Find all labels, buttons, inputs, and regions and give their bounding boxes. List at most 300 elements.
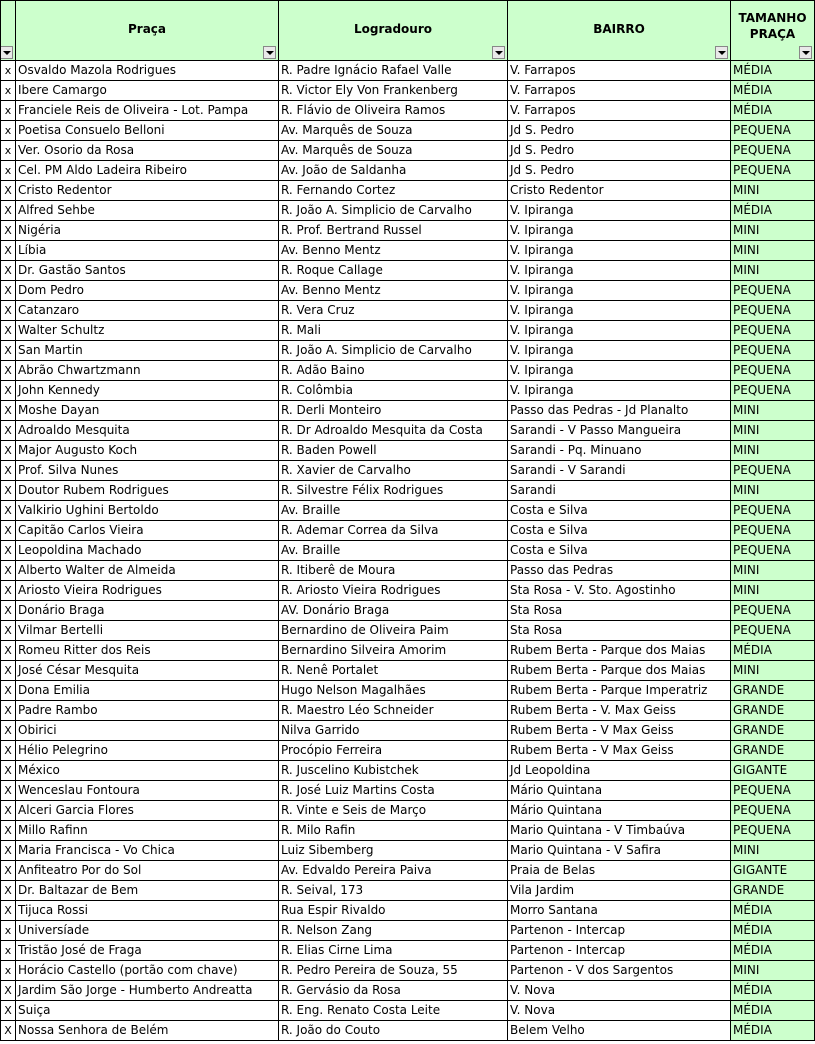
row-marker-cell[interactable]: X xyxy=(1,481,16,501)
table-row xyxy=(1,641,815,661)
praca-cell[interactable]: Osvaldo Mazola Rodrigues xyxy=(16,61,279,81)
praca-cell[interactable]: Vilmar Bertelli xyxy=(16,621,279,641)
table-row xyxy=(1,301,815,321)
praca-cell[interactable]: José César Mesquita xyxy=(16,661,279,681)
row-marker-cell[interactable]: X xyxy=(1,661,16,681)
tamanho-cell[interactable]: GRANDE xyxy=(731,881,815,901)
tamanho-cell[interactable]: MÉDIA xyxy=(731,641,815,661)
table-row xyxy=(1,441,815,461)
praca-cell[interactable]: Tristão José de Fraga xyxy=(16,941,279,961)
row-marker-cell[interactable]: X xyxy=(1,901,16,921)
tamanho-cell[interactable]: PEQUENA xyxy=(731,461,815,481)
tamanho-cell[interactable]: PEQUENA xyxy=(731,281,815,301)
row-marker-cell[interactable]: x xyxy=(1,101,16,121)
row-marker-cell[interactable]: x xyxy=(1,921,16,941)
filter-dropdown-bairro[interactable] xyxy=(715,46,728,59)
table-row xyxy=(1,721,815,741)
bairro-cell[interactable]: V. Nova xyxy=(508,981,731,1001)
tamanho-cell[interactable]: MÉDIA xyxy=(731,901,815,921)
table-row xyxy=(1,321,815,341)
bairro-cell[interactable]: Sta Rosa - V. Sto. Agostinho xyxy=(508,581,731,601)
bairro-cell[interactable]: Rubem Berta - V. Max Geiss xyxy=(508,701,731,721)
bairro-cell[interactable]: Mario Quintana - V Safira xyxy=(508,841,731,861)
tamanho-cell[interactable]: PEQUENA xyxy=(731,821,815,841)
logradouro-cell[interactable]: R. José Luiz Martins Costa xyxy=(279,781,508,801)
table-row xyxy=(1,541,815,561)
praca-cell[interactable]: Ibere Camargo xyxy=(16,81,279,101)
tamanho-cell[interactable]: GRANDE xyxy=(731,681,815,701)
table-row xyxy=(1,501,815,521)
tamanho-cell[interactable]: GIGANTE xyxy=(731,861,815,881)
logradouro-cell[interactable]: Av. Marquês de Souza xyxy=(279,141,508,161)
tamanho-cell[interactable]: PEQUENA xyxy=(731,781,815,801)
table-row xyxy=(1,881,815,901)
header-logradouro-label: Logradouro xyxy=(353,21,433,36)
tamanho-cell[interactable]: MÉDIA xyxy=(731,981,815,1001)
praca-cell[interactable]: Major Augusto Koch xyxy=(16,441,279,461)
tamanho-cell[interactable]: MINI xyxy=(731,581,815,601)
logradouro-cell[interactable]: R. Gervásio da Rosa xyxy=(279,981,508,1001)
bairro-cell[interactable]: Praia de Belas xyxy=(508,861,731,881)
tamanho-cell[interactable]: MINI xyxy=(731,401,815,421)
tamanho-cell[interactable]: GIGANTE xyxy=(731,761,815,781)
row-marker-cell[interactable]: X xyxy=(1,981,16,1001)
row-marker-cell[interactable]: X xyxy=(1,281,16,301)
logradouro-cell[interactable]: R. Mali xyxy=(279,321,508,341)
tamanho-cell[interactable]: PEQUENA xyxy=(731,601,815,621)
row-marker-cell[interactable]: X xyxy=(1,341,16,361)
table-row xyxy=(1,121,815,141)
tamanho-cell[interactable]: MINI xyxy=(731,181,815,201)
tamanho-cell[interactable]: PEQUENA xyxy=(731,161,815,181)
table-row xyxy=(1,161,815,181)
tamanho-cell[interactable]: MÉDIA xyxy=(731,201,815,221)
logradouro-cell[interactable]: R. Eng. Renato Costa Leite xyxy=(279,1001,508,1021)
tamanho-cell[interactable]: GRANDE xyxy=(731,741,815,761)
tamanho-cell[interactable]: PEQUENA xyxy=(731,321,815,341)
praca-cell[interactable]: Maria Francisca - Vo Chica xyxy=(16,841,279,861)
praca-cell[interactable]: Hélio Pelegrino xyxy=(16,741,279,761)
tamanho-cell[interactable]: PEQUENA xyxy=(731,121,815,141)
row-marker-cell[interactable]: X xyxy=(1,621,16,641)
bairro-cell[interactable]: Partenon - Intercap xyxy=(508,941,731,961)
row-marker-cell[interactable]: x xyxy=(1,961,16,981)
praca-cell[interactable]: México xyxy=(16,761,279,781)
bairro-cell[interactable]: Rubem Berta - V Max Geiss xyxy=(508,741,731,761)
logradouro-cell[interactable]: Av. Marquês de Souza xyxy=(279,121,508,141)
logradouro-cell[interactable]: R. Vera Cruz xyxy=(279,301,508,321)
praca-cell[interactable]: Jardim São Jorge - Humberto Andreatta xyxy=(16,981,279,1001)
tamanho-cell[interactable]: MÉDIA xyxy=(731,1021,815,1041)
table-row xyxy=(1,181,815,201)
bairro-cell[interactable]: V. Ipiranga xyxy=(508,241,731,261)
praca-cell[interactable]: Nossa Senhora de Belém xyxy=(16,1021,279,1041)
praca-cell[interactable]: Millo Rafinn xyxy=(16,821,279,841)
table-row xyxy=(1,701,815,721)
tamanho-cell[interactable]: PEQUENA xyxy=(731,141,815,161)
praca-cell[interactable]: Anfiteatro Por do Sol xyxy=(16,861,279,881)
tamanho-cell[interactable]: PEQUENA xyxy=(731,341,815,361)
bairro-cell[interactable]: Mário Quintana xyxy=(508,781,731,801)
row-marker-cell[interactable]: x xyxy=(1,141,16,161)
row-marker-cell[interactable]: X xyxy=(1,321,16,341)
bairro-cell[interactable]: Rubem Berta - V Max Geiss xyxy=(508,721,731,741)
table-row xyxy=(1,61,815,81)
row-marker-cell[interactable]: X xyxy=(1,381,16,401)
bairro-cell[interactable]: V. Nova xyxy=(508,1001,731,1021)
logradouro-cell[interactable]: Av. Braille xyxy=(279,541,508,561)
table-row xyxy=(1,401,815,421)
table-row xyxy=(1,741,815,761)
bairro-cell[interactable]: Morro Santana xyxy=(508,901,731,921)
table-row xyxy=(1,101,815,121)
logradouro-cell[interactable]: R. Pedro Pereira de Souza, 55 xyxy=(279,961,508,981)
logradouro-cell[interactable]: R. Victor Ely Von Frankenberg xyxy=(279,81,508,101)
row-marker-cell[interactable]: x xyxy=(1,161,16,181)
logradouro-cell[interactable]: AV. Donário Braga xyxy=(279,601,508,621)
filter-dropdown-logradouro[interactable] xyxy=(492,46,505,59)
logradouro-cell[interactable]: Rua Espir Rivaldo xyxy=(279,901,508,921)
logradouro-cell[interactable]: Av. Edvaldo Pereira Paiva xyxy=(279,861,508,881)
logradouro-cell[interactable]: R. João do Couto xyxy=(279,1021,508,1041)
logradouro-cell[interactable]: R. Ademar Correa da Silva xyxy=(279,521,508,541)
table-row xyxy=(1,221,815,241)
logradouro-cell[interactable]: Av. Benno Mentz xyxy=(279,281,508,301)
praca-cell[interactable]: Líbia xyxy=(16,241,279,261)
row-marker-cell[interactable]: X xyxy=(1,821,16,841)
logradouro-cell[interactable]: Av. Braille xyxy=(279,501,508,521)
logradouro-cell[interactable]: R. Prof. Bertrand Russel xyxy=(279,221,508,241)
bairro-cell[interactable]: Rubem Berta - Parque Imperatriz xyxy=(508,681,731,701)
logradouro-cell[interactable]: R. Fernando Cortez xyxy=(279,181,508,201)
row-marker-cell[interactable]: X xyxy=(1,561,16,581)
tamanho-cell[interactable]: MÉDIA xyxy=(731,1001,815,1021)
row-marker-cell[interactable]: X xyxy=(1,521,16,541)
table-row xyxy=(1,841,815,861)
row-marker-cell[interactable]: X xyxy=(1,881,16,901)
table-row xyxy=(1,941,815,961)
bairro-cell[interactable]: Mário Quintana xyxy=(508,801,731,821)
bairro-cell[interactable]: Jd S. Pedro xyxy=(508,161,731,181)
header-bairro-label: BAIRRO xyxy=(593,21,645,36)
tamanho-cell[interactable]: MINI xyxy=(731,961,815,981)
praca-cell[interactable]: Dr. Baltazar de Bem xyxy=(16,881,279,901)
praca-cell[interactable]: Dona Emilia xyxy=(16,681,279,701)
row-marker-cell[interactable]: X xyxy=(1,861,16,881)
praca-cell[interactable]: Ver. Osorio da Rosa xyxy=(16,141,279,161)
tamanho-cell[interactable]: GRANDE xyxy=(731,701,815,721)
logradouro-cell[interactable]: R. Nenê Portalet xyxy=(279,661,508,681)
logradouro-cell[interactable]: R. Elias Cirne Lima xyxy=(279,941,508,961)
bairro-cell[interactable]: Rubem Berta - Parque dos Maias xyxy=(508,641,731,661)
bairro-cell[interactable]: Rubem Berta - Parque dos Maias xyxy=(508,661,731,681)
logradouro-cell[interactable]: R. Itiberê de Moura xyxy=(279,561,508,581)
row-marker-cell[interactable]: X xyxy=(1,421,16,441)
table-row xyxy=(1,381,815,401)
praca-cell[interactable]: Leopoldina Machado xyxy=(16,541,279,561)
bairro-cell[interactable]: V. Ipiranga xyxy=(508,321,731,341)
praca-cell[interactable]: Catanzaro xyxy=(16,301,279,321)
tamanho-cell[interactable]: GRANDE xyxy=(731,721,815,741)
praca-cell[interactable]: Prof. Silva Nunes xyxy=(16,461,279,481)
logradouro-cell[interactable]: R. Seival, 173 xyxy=(279,881,508,901)
praca-cell[interactable]: Universíade xyxy=(16,921,279,941)
praca-cell[interactable]: Cristo Redentor xyxy=(16,181,279,201)
logradouro-cell[interactable]: R. Maestro Léo Schneider xyxy=(279,701,508,721)
tamanho-cell[interactable]: PEQUENA xyxy=(731,301,815,321)
row-marker-cell[interactable]: X xyxy=(1,721,16,741)
logradouro-cell[interactable]: Bernardino de Oliveira Paim xyxy=(279,621,508,641)
row-marker-cell[interactable]: X xyxy=(1,801,16,821)
row-marker-cell[interactable]: X xyxy=(1,581,16,601)
table-row xyxy=(1,961,815,981)
header-tamanho xyxy=(731,1,815,61)
row-marker-cell[interactable]: X xyxy=(1,201,16,221)
logradouro-cell[interactable]: Bernardino Silveira Amorim xyxy=(279,641,508,661)
row-marker-cell[interactable]: X xyxy=(1,761,16,781)
praca-cell[interactable]: Doutor Rubem Rodrigues xyxy=(16,481,279,501)
table-row xyxy=(1,581,815,601)
praca-cell[interactable]: Ariosto Vieira Rodrigues xyxy=(16,581,279,601)
row-marker-cell[interactable]: x xyxy=(1,81,16,101)
tamanho-cell[interactable]: MÉDIA xyxy=(731,921,815,941)
bairro-cell[interactable]: V. Farrapos xyxy=(508,101,731,121)
praca-cell[interactable]: Romeu Ritter dos Reis xyxy=(16,641,279,661)
logradouro-cell[interactable]: R. Xavier de Carvalho xyxy=(279,461,508,481)
row-marker-cell[interactable]: X xyxy=(1,361,16,381)
tamanho-cell[interactable]: MÉDIA xyxy=(731,81,815,101)
bairro-cell[interactable]: V. Ipiranga xyxy=(508,281,731,301)
row-marker-cell[interactable]: X xyxy=(1,401,16,421)
logradouro-cell[interactable]: R. João A. Simplicio de Carvalho xyxy=(279,201,508,221)
bairro-cell[interactable]: Partenon - V dos Sargentos xyxy=(508,961,731,981)
tamanho-cell[interactable]: MINI xyxy=(731,561,815,581)
header-selector xyxy=(1,1,16,61)
filter-dropdown-praca[interactable] xyxy=(263,46,276,59)
table-row xyxy=(1,801,815,821)
bairro-cell[interactable]: Sta Rosa xyxy=(508,621,731,641)
row-marker-cell[interactable]: X xyxy=(1,681,16,701)
logradouro-cell[interactable]: R. Baden Powell xyxy=(279,441,508,461)
bairro-cell[interactable]: Costa e Silva xyxy=(508,501,731,521)
logradouro-cell[interactable]: R. Roque Callage xyxy=(279,261,508,281)
bairro-cell[interactable]: Costa e Silva xyxy=(508,541,731,561)
row-marker-cell[interactable]: X xyxy=(1,1001,16,1021)
praca-cell[interactable]: Capitão Carlos Vieira xyxy=(16,521,279,541)
praca-cell[interactable]: Adroaldo Mesquita xyxy=(16,421,279,441)
praca-cell[interactable]: Franciele Reis de Oliveira - Lot. Pampa xyxy=(16,101,279,121)
praca-cell[interactable]: John Kennedy xyxy=(16,381,279,401)
row-marker-cell[interactable]: x xyxy=(1,121,16,141)
filter-dropdown-selector[interactable] xyxy=(1,46,14,59)
table-row xyxy=(1,781,815,801)
bairro-cell[interactable]: Sta Rosa xyxy=(508,601,731,621)
row-marker-cell[interactable]: X xyxy=(1,781,16,801)
table-row xyxy=(1,861,815,881)
praca-cell[interactable]: Alfred Sehbe xyxy=(16,201,279,221)
logradouro-cell[interactable]: R. Colômbia xyxy=(279,381,508,401)
praca-cell[interactable]: San Martin xyxy=(16,341,279,361)
tamanho-cell[interactable]: MÉDIA xyxy=(731,101,815,121)
row-marker-cell[interactable]: X xyxy=(1,221,16,241)
table-row xyxy=(1,141,815,161)
praca-cell[interactable]: Cel. PM Aldo Ladeira Ribeiro xyxy=(16,161,279,181)
bairro-cell[interactable]: V. Ipiranga xyxy=(508,261,731,281)
praca-cell[interactable]: Valkirio Ughini Bertoldo xyxy=(16,501,279,521)
logradouro-cell[interactable]: Av. Benno Mentz xyxy=(279,241,508,261)
tamanho-cell[interactable]: PEQUENA xyxy=(731,541,815,561)
logradouro-cell[interactable]: R. Vinte e Seis de Março xyxy=(279,801,508,821)
logradouro-cell[interactable]: Av. João de Saldanha xyxy=(279,161,508,181)
bairro-cell[interactable]: Cristo Redentor xyxy=(508,181,731,201)
bairro-cell[interactable]: Vila Jardim xyxy=(508,881,731,901)
tamanho-cell[interactable]: PEQUENA xyxy=(731,521,815,541)
row-marker-cell[interactable]: X xyxy=(1,241,16,261)
praca-cell[interactable]: Dom Pedro xyxy=(16,281,279,301)
logradouro-cell[interactable]: R. Silvestre Félix Rodrigues xyxy=(279,481,508,501)
praca-cell[interactable]: Obirici xyxy=(16,721,279,741)
table-row xyxy=(1,921,815,941)
tamanho-cell[interactable]: MINI xyxy=(731,661,815,681)
tamanho-cell[interactable]: MINI xyxy=(731,241,815,261)
table-row xyxy=(1,341,815,361)
bairro-cell[interactable]: Sarandi - Pq. Minuano xyxy=(508,441,731,461)
bairro-cell[interactable]: Jd S. Pedro xyxy=(508,121,731,141)
bairro-cell[interactable]: Mario Quintana - V Timbaúva xyxy=(508,821,731,841)
table-row xyxy=(1,421,815,441)
logradouro-cell[interactable]: R. João A. Simplicio de Carvalho xyxy=(279,341,508,361)
logradouro-cell[interactable]: R. Padre Ignácio Rafael Valle xyxy=(279,61,508,81)
logradouro-cell[interactable]: Hugo Nelson Magalhães xyxy=(279,681,508,701)
bairro-cell[interactable]: V. Ipiranga xyxy=(508,301,731,321)
praca-cell[interactable]: Horácio Castello (portão com chave) xyxy=(16,961,279,981)
table-row xyxy=(1,261,815,281)
header-tamanho-label: TAMANHO PRAÇA xyxy=(738,10,807,41)
row-marker-cell[interactable]: X xyxy=(1,1021,16,1041)
logradouro-cell[interactable]: R. Dr Adroaldo Mesquita da Costa xyxy=(279,421,508,441)
praca-cell[interactable]: Moshe Dayan xyxy=(16,401,279,421)
tamanho-cell[interactable]: MINI xyxy=(731,421,815,441)
row-marker-cell[interactable]: X xyxy=(1,461,16,481)
bairro-cell[interactable]: Costa e Silva xyxy=(508,521,731,541)
tamanho-cell[interactable]: MINI xyxy=(731,261,815,281)
table-row xyxy=(1,661,815,681)
row-marker-cell[interactable]: X xyxy=(1,701,16,721)
bairro-cell[interactable]: Partenon - Intercap xyxy=(508,921,731,941)
bairro-cell[interactable]: Sarandi - V Sarandi xyxy=(508,461,731,481)
row-marker-cell[interactable]: X xyxy=(1,181,16,201)
tamanho-cell[interactable]: MÉDIA xyxy=(731,941,815,961)
logradouro-cell[interactable]: R. Flávio de Oliveira Ramos xyxy=(279,101,508,121)
bairro-cell[interactable]: V. Ipiranga xyxy=(508,221,731,241)
table-row xyxy=(1,481,815,501)
praca-cell[interactable]: Suiça xyxy=(16,1001,279,1021)
table-row xyxy=(1,281,815,301)
praca-cell[interactable]: Walter Schultz xyxy=(16,321,279,341)
table-row xyxy=(1,681,815,701)
table-row xyxy=(1,201,815,221)
bairro-cell[interactable]: V. Ipiranga xyxy=(508,341,731,361)
tamanho-cell[interactable]: MINI xyxy=(731,481,815,501)
row-marker-cell[interactable]: X xyxy=(1,261,16,281)
row-marker-cell[interactable]: X xyxy=(1,601,16,621)
tamanho-cell[interactable]: MÉDIA xyxy=(731,61,815,81)
bairro-cell[interactable]: Jd Leopoldina xyxy=(508,761,731,781)
tamanho-cell[interactable]: PEQUENA xyxy=(731,381,815,401)
tamanho-cell[interactable]: PEQUENA xyxy=(731,501,815,521)
table-row xyxy=(1,521,815,541)
bairro-cell[interactable]: V. Ipiranga xyxy=(508,381,731,401)
logradouro-cell[interactable]: R. Milo Rafin xyxy=(279,821,508,841)
table-row xyxy=(1,361,815,381)
tamanho-cell[interactable]: PEQUENA xyxy=(731,801,815,821)
table-row xyxy=(1,821,815,841)
tamanho-cell[interactable]: PEQUENA xyxy=(731,361,815,381)
logradouro-cell[interactable]: Luiz Sibemberg xyxy=(279,841,508,861)
row-marker-cell[interactable]: X xyxy=(1,301,16,321)
row-marker-cell[interactable]: X xyxy=(1,841,16,861)
praca-cell[interactable]: Padre Rambo xyxy=(16,701,279,721)
bairro-cell[interactable]: Passo das Pedras - Jd Planalto xyxy=(508,401,731,421)
row-marker-cell[interactable]: X xyxy=(1,641,16,661)
row-marker-cell[interactable]: X xyxy=(1,441,16,461)
bairro-cell[interactable]: V. Farrapos xyxy=(508,81,731,101)
header-praca xyxy=(16,1,279,61)
table-row xyxy=(1,601,815,621)
tamanho-cell[interactable]: PEQUENA xyxy=(731,621,815,641)
table-row xyxy=(1,1021,815,1041)
table-row xyxy=(1,461,815,481)
praca-cell[interactable]: Abrão Chwartzmann xyxy=(16,361,279,381)
bairro-cell[interactable]: Belem Velho xyxy=(508,1021,731,1041)
logradouro-cell[interactable]: R. Adão Baino xyxy=(279,361,508,381)
logradouro-cell[interactable]: R. Derli Monteiro xyxy=(279,401,508,421)
bairro-cell[interactable]: V. Ipiranga xyxy=(508,361,731,381)
logradouro-cell[interactable]: R. Ariosto Vieira Rodrigues xyxy=(279,581,508,601)
logradouro-cell[interactable]: R. Juscelino Kubistchek xyxy=(279,761,508,781)
table-row xyxy=(1,761,815,781)
bairro-cell[interactable]: Jd S. Pedro xyxy=(508,141,731,161)
bairro-cell[interactable]: V. Ipiranga xyxy=(508,201,731,221)
praca-cell[interactable]: Donário Braga xyxy=(16,601,279,621)
row-marker-cell[interactable]: x xyxy=(1,61,16,81)
tamanho-cell[interactable]: MINI xyxy=(731,841,815,861)
row-marker-cell[interactable]: X xyxy=(1,541,16,561)
logradouro-cell[interactable]: Procópio Ferreira xyxy=(279,741,508,761)
row-marker-cell[interactable]: X xyxy=(1,741,16,761)
row-marker-cell[interactable]: X xyxy=(1,501,16,521)
bairro-cell[interactable]: Sarandi xyxy=(508,481,731,501)
praca-cell[interactable]: Dr. Gastão Santos xyxy=(16,261,279,281)
praca-cell[interactable]: Poetisa Consuelo Belloni xyxy=(16,121,279,141)
bairro-cell[interactable]: V. Farrapos xyxy=(508,61,731,81)
row-marker-cell[interactable]: x xyxy=(1,941,16,961)
table-row xyxy=(1,81,815,101)
praca-cell[interactable]: Alceri Garcia Flores xyxy=(16,801,279,821)
logradouro-cell[interactable]: Nilva Garrido xyxy=(279,721,508,741)
praca-cell[interactable]: Alberto Walter de Almeida xyxy=(16,561,279,581)
praca-cell[interactable]: Nigéria xyxy=(16,221,279,241)
table-row xyxy=(1,1001,815,1021)
bairro-cell[interactable]: Sarandi - V Passo Mangueira xyxy=(508,421,731,441)
bairro-cell[interactable]: Passo das Pedras xyxy=(508,561,731,581)
praca-cell[interactable]: Tijuca Rossi xyxy=(16,901,279,921)
tamanho-cell[interactable]: MINI xyxy=(731,221,815,241)
praca-cell[interactable]: Wenceslau Fontoura xyxy=(16,781,279,801)
logradouro-cell[interactable]: R. Nelson Zang xyxy=(279,921,508,941)
filter-dropdown-tamanho[interactable] xyxy=(799,46,812,59)
tamanho-cell[interactable]: MINI xyxy=(731,441,815,461)
